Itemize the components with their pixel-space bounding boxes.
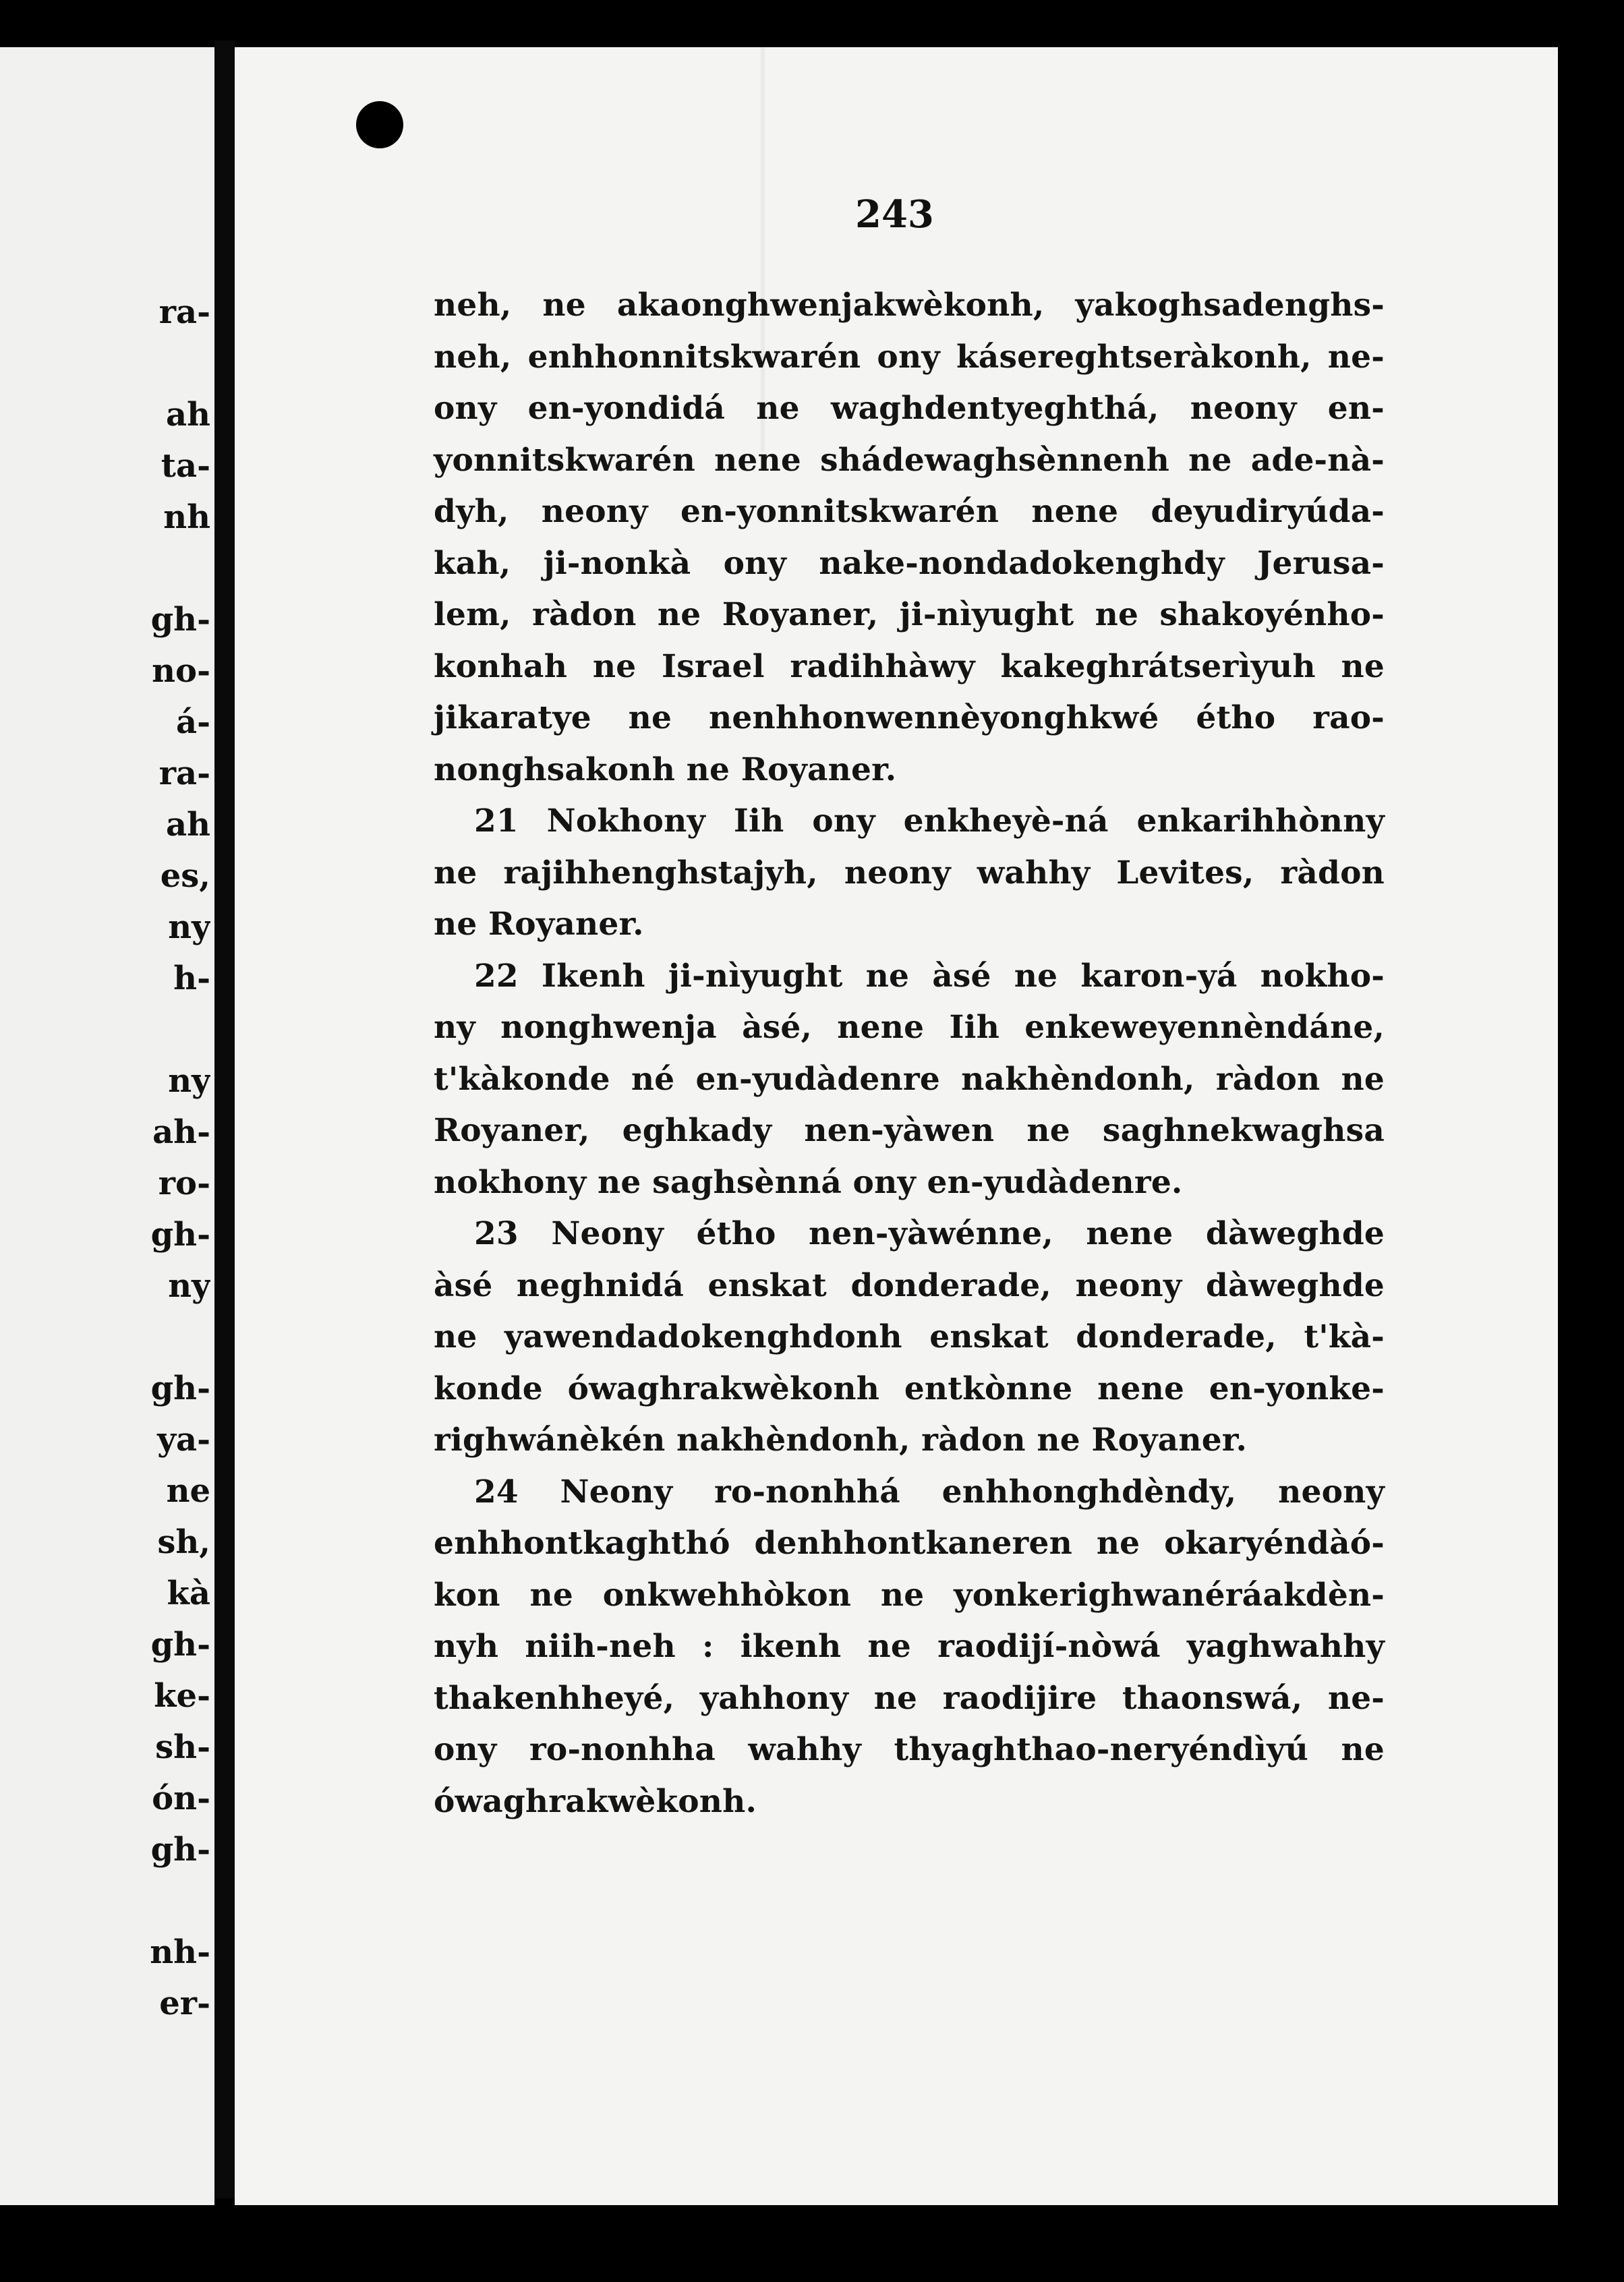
- fragment-line: gh-: [150, 1831, 210, 1869]
- fragment-line: ah-: [152, 1113, 210, 1151]
- fragment-line: [129, 1875, 210, 1927]
- fragment-line: gh-: [150, 1216, 210, 1254]
- text-line: kon ne onkwehhòkon ne yonkerighwanéráakdèn-: [434, 1576, 1385, 1614]
- fragment-line: h-: [173, 960, 210, 997]
- fragment-line: er-: [159, 1985, 210, 2022]
- fragment-line: ra-: [158, 755, 210, 792]
- fragment-line: kà: [167, 1575, 210, 1612]
- text-line: ówaghrakwèkonh.: [434, 1782, 757, 1820]
- text-line: konhah ne Israel radihhàwy kakeghrátserìyuh ne: [434, 647, 1385, 685]
- fragment-line: ta-: [161, 447, 210, 485]
- fragment-line: ah: [166, 806, 210, 844]
- fragment-line: nh: [163, 498, 210, 536]
- fragment-line: ya-: [157, 1421, 210, 1459]
- text-line: jikaratye ne nenhhonwennèyonghkwé étho rao-: [434, 699, 1385, 736]
- previous-page-text-fragments: [129, 287, 210, 2029]
- fragment-line: á-: [175, 703, 210, 741]
- fragment-line: sh,: [157, 1523, 210, 1561]
- text-line: ony ro-nonhha wahhy thyaghthao-neryéndìyú ne: [434, 1731, 1385, 1768]
- fragment-line: [129, 1312, 210, 1363]
- text-line: ony en-yondidá ne waghdentyeghthá, neony en-: [434, 390, 1385, 427]
- text-line: 24 Neony ro-nonhhá enhhonghdèndy, neony: [474, 1473, 1385, 1511]
- fragment-line: [129, 543, 210, 594]
- fragment-line: ra-: [158, 293, 210, 331]
- text-line: àsé neghnidá enskat donderade, neony dàweghde: [434, 1266, 1385, 1304]
- fragment-line: gh-: [150, 601, 210, 639]
- fragment-line: es,: [160, 857, 210, 895]
- fragment-line: [129, 338, 210, 389]
- text-line: thakenhheyé, yahhony ne raodijire thaonswá, ne-: [434, 1679, 1385, 1717]
- fragment-line: [129, 1004, 210, 1055]
- fragment-line: gh-: [150, 1370, 210, 1407]
- fragment-line: sh-: [155, 1728, 210, 1766]
- text-line: ne rajihhenghstajyh, neony wahhy Levites, ràdon: [434, 854, 1385, 891]
- text-line: Royaner, eghkady nen-yàwen ne saghnekwaghsa: [434, 1112, 1385, 1149]
- text-line: konde ówaghrakwèkonh entkònne nene en-yonke-: [434, 1370, 1385, 1407]
- text-line: kah, ji-nonkà ony nake-nondadokenghdy Jerusa-: [434, 544, 1385, 582]
- text-line: nyh niih-neh : ikenh ne raodijí-nòwá yaghwahhy: [434, 1628, 1385, 1665]
- fragment-line: ón-: [152, 1780, 210, 1817]
- fragment-line: ro-: [158, 1165, 210, 1202]
- fragment-line: ny: [168, 1267, 210, 1305]
- text-line: nonghsakonh ne Royaner.: [434, 751, 897, 788]
- text-line: ny nonghwenja àsé, nene Iih enkeweyennèndáne,: [434, 1009, 1385, 1046]
- fragment-line: ke-: [154, 1677, 210, 1715]
- text-line: t'kàkonde né en-yudàdenre nakhèndonh, ràdon ne: [434, 1060, 1385, 1098]
- text-line: ne Royaner.: [434, 906, 644, 943]
- page-number: 243: [855, 192, 934, 237]
- previous-page-edge: [0, 47, 214, 2205]
- text-line: lem, ràdon ne Royaner, ji-nìyught ne shakoyénho-: [434, 596, 1385, 633]
- fragment-line: no-: [152, 652, 210, 690]
- text-line: righwánèkén nakhèndonh, ràdon ne Royaner.: [434, 1422, 1248, 1459]
- text-line: neh, ne akaonghwenjakwèkonh, yakoghsadenghs-: [434, 287, 1385, 324]
- body-text: [434, 280, 1385, 1827]
- text-line: enhhontkaghthó denhhontkaneren ne okaryéndàó-: [434, 1525, 1385, 1562]
- fragment-line: gh-: [150, 1626, 210, 1664]
- fragment-line: ne: [166, 1472, 210, 1510]
- page: [235, 47, 1558, 2205]
- book-gutter: [214, 40, 235, 2198]
- text-line: 21 Nokhony Iih ony enkheyè-ná enkarihhònny: [474, 802, 1385, 840]
- fragment-line: ny: [168, 908, 210, 946]
- fragment-line: ah: [166, 396, 210, 434]
- binding-hole: [356, 101, 403, 148]
- fragment-line: ny: [168, 1062, 210, 1100]
- text-line: neh, enhhonnitskwarén ony kásereghtseràkonh, ne-: [434, 338, 1385, 376]
- text-line: nokhony ne saghsènná ony en-yudàdenre.: [434, 1163, 1183, 1201]
- text-line: dyh, neony en-yonnitskwarén nene deyudiryúda-: [434, 493, 1385, 530]
- text-line: 23 Neony étho nen-yàwénne, nene dàweghde: [474, 1215, 1385, 1252]
- fragment-line: nh-: [150, 1933, 210, 1971]
- text-line: ne yawendadokenghdonh enskat donderade, t'kà-: [434, 1318, 1385, 1355]
- text-line: 22 Ikenh ji-nìyught ne àsé ne karon-yá nokho-: [474, 957, 1385, 995]
- text-line: yonnitskwarén nene shádewaghsènnenh ne ade-nà-: [434, 441, 1385, 479]
